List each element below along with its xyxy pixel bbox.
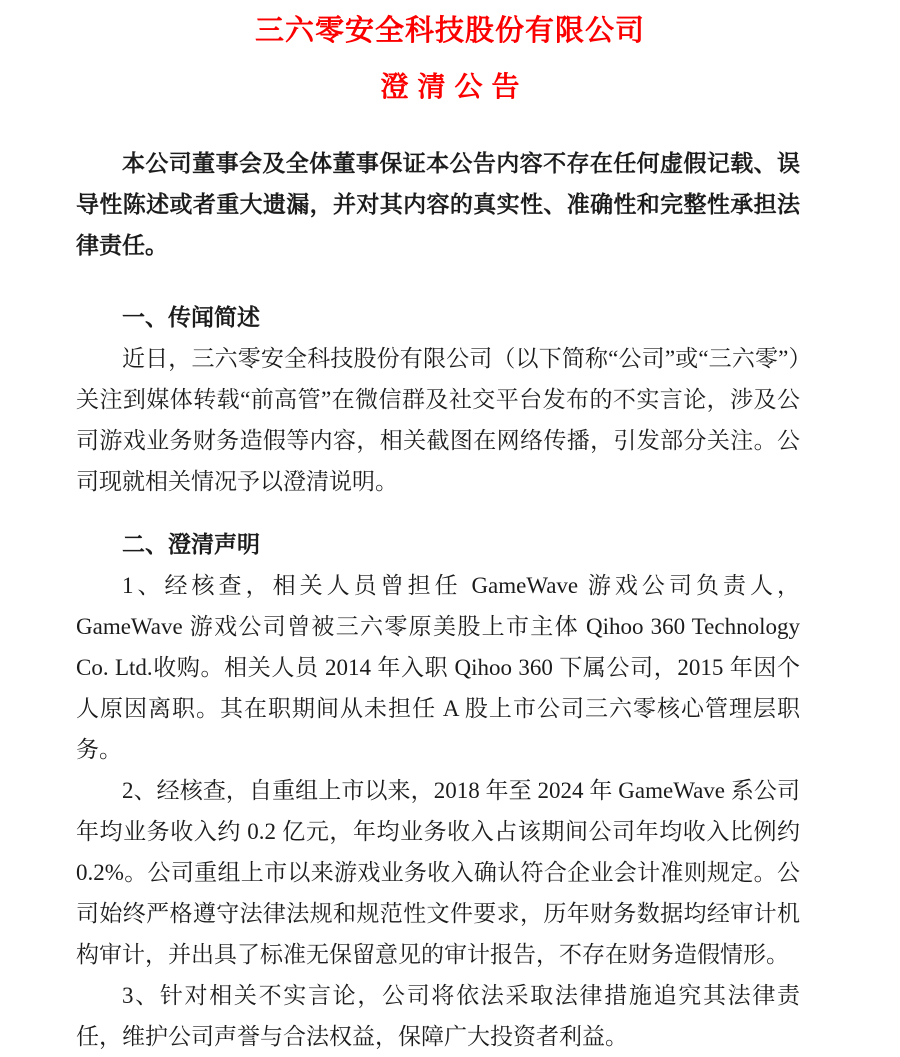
section-1-paragraph-1: 近日，三六零安全科技股份有限公司（以下简称“公司”或“三六零”）关注到媒体转载“前高管”在微信群及社交平台发布的不实言论，涉及公司游戏业务财务造假等内容，相关截图在网络传播，引发部分关注。公司现就相关情况予以澄清说明。 xyxy=(76,346,800,494)
section-1-heading: 一、传闻简述 xyxy=(122,305,260,330)
announcement-title: 澄清公告 xyxy=(380,71,529,102)
section-2-paragraph-3: 3、针对相关不实言论，公司将依法采取法律措施追究其法律责任，维护公司声誉与合法权益，保障广大投资者利益。 xyxy=(76,983,800,1049)
section-2-heading: 二、澄清声明 xyxy=(122,532,260,557)
section-2-paragraph-2: 2、经核查，自重组上市以来，2018 年至 2024 年 GameWave 系公司年均业务收入约 0.2 亿元，年均业务收入占该期间公司年均收入比例约 0.2%。公司重组上市以来游戏业务收入确认符合企业会计准则规定。公司始终严格遵守法律法规和规范性文件要求，历年财务数据均经审计机构审计，并出具了标准无保留意见的审计报告，不存在财务造假情形。 xyxy=(76,778,800,967)
section-2-paragraph-1: 1、经核查，相关人员曾担任 GameWave 游戏公司负责人，GameWave 游戏公司曾被三六零原美股上市主体 Qihoo 360 Technology Co. Ltd.收购。相关人员 2014 年入职 Qihoo 360 下属公司，2015 年因个人原因离职。其在职期间从未担任 A 股上市公司三六零核心管理层职务。 xyxy=(76,573,800,762)
document-body xyxy=(0,143,900,1057)
company-title: 三六零安全科技股份有限公司 xyxy=(254,15,645,47)
board-disclaimer-paragraph: 本公司董事会及全体董事保证本公告内容不存在任何虚假记载、误导性陈述或者重大遗漏，并对其内容的真实性、准确性和完整性承担法律责任。 xyxy=(76,151,800,258)
